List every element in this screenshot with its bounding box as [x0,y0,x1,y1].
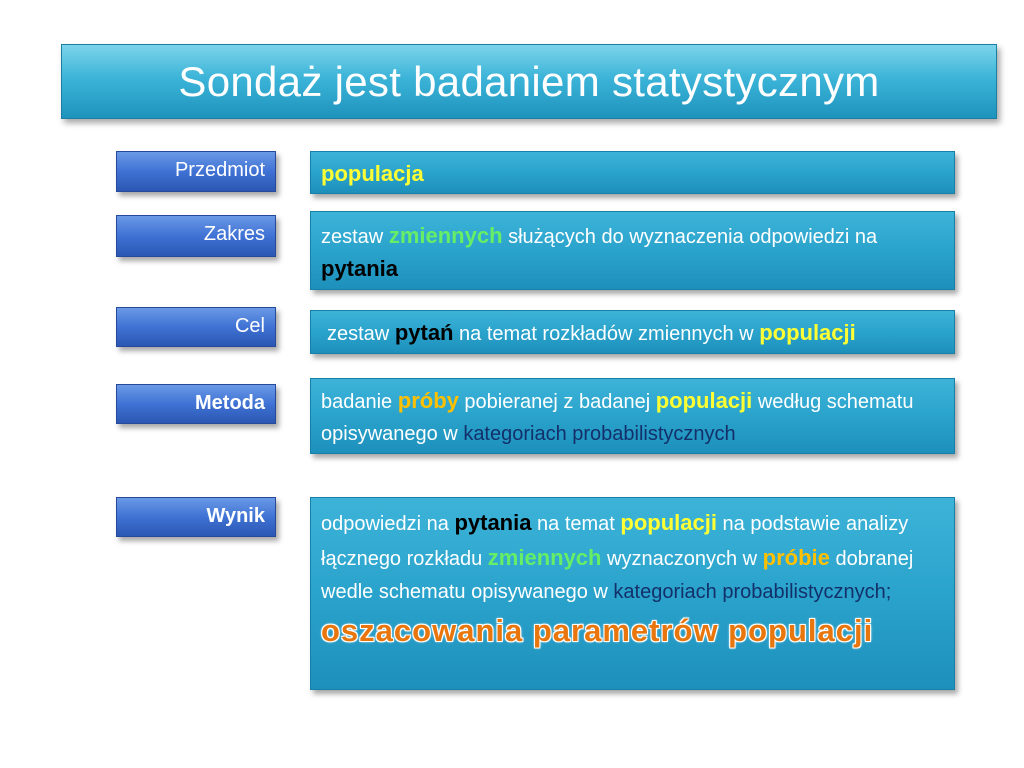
text-segment: według schematu opisywanego w [321,391,914,445]
text-segment: wyznaczonych w [601,548,763,570]
content-zakres [310,211,955,290]
label-przedmiot [116,151,276,192]
label-zakres-text: Zakres [203,223,265,245]
label-wynik [116,497,276,537]
label-wynik-text: Wynik [206,505,265,527]
label-cel [116,307,276,347]
content-wynik [310,497,955,690]
label-zakres [116,215,276,257]
label-przedmiot-text: Przedmiot [174,159,265,181]
content-metoda [310,378,955,454]
text-segment: na temat [531,513,621,535]
text-populacji: populacji [759,320,856,345]
label-cel-text: Cel [234,315,265,337]
text-zmiennych: zmiennych [487,545,602,570]
label-metoda [116,384,276,424]
text-segment: badanie [321,391,398,413]
text-segment: odpowiedzi na [321,513,455,535]
text-pytan: pytań [394,320,454,345]
text-kategoriach: kategoriach probabilistycznych [463,423,736,445]
text-pytania: pytania [321,256,399,281]
text-segment: pobieranej z badanej [458,391,656,413]
text-zmiennych: zmiennych [388,223,503,248]
text-segment: na temat rozkładów zmiennych w [453,323,760,345]
text-populacji: populacji [620,510,717,535]
label-metoda-text: Metoda [195,392,265,414]
text-pytania: pytania [454,510,532,535]
title-bar [61,44,997,119]
text-segment: na podstawie analizy łącznego rozkładu [321,513,909,570]
text-kategoriach: kategoriach probabilistycznych; [613,581,892,603]
text-segment: dobranej wedle schematu opisywanego w [321,548,914,603]
text-proby: próby [397,388,459,413]
text-segment: zestaw [321,226,389,248]
text-segment: służących do wyznaczenia odpowiedzi na [502,226,878,248]
text-segment: zestaw [327,323,395,345]
text-probie: próbie [762,545,830,570]
text-populacja: populacja [321,161,424,186]
text-populacji: populacji [655,388,753,413]
text-oszacowania: oszacowania parametrów populacji [321,613,874,648]
content-cel [310,310,955,354]
content-przedmiot [310,151,955,194]
slide-title: Sondaż jest badaniem statystycznym [178,57,880,105]
